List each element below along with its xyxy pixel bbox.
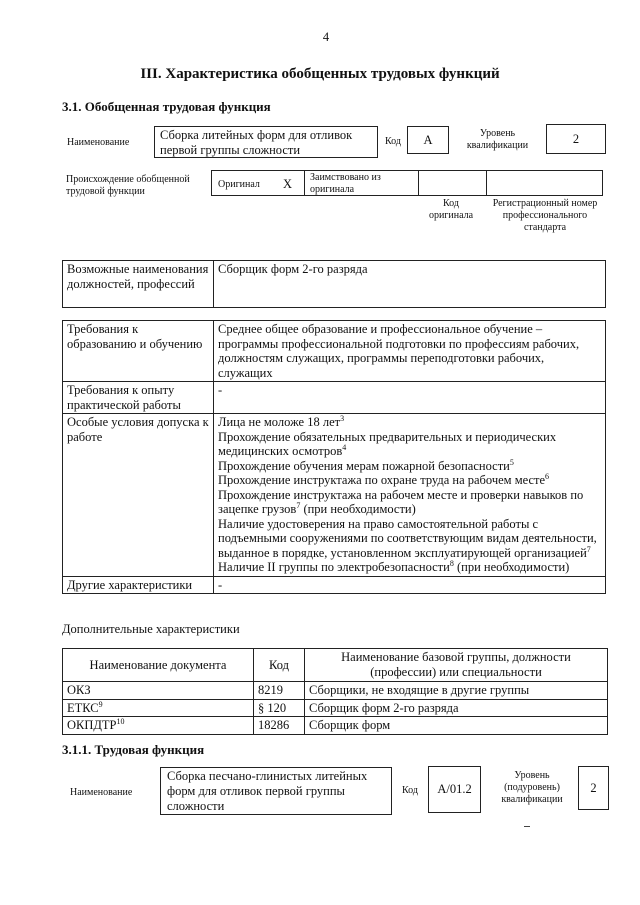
tf-level-label: Уровень (подуровень) квалификации [501, 770, 563, 805]
conditions-label: Особые условия допуска к работе [63, 414, 214, 577]
table-row [63, 682, 608, 700]
experience-value: - [214, 382, 606, 414]
other-label: Другие характеристики [63, 576, 214, 594]
row-doc: ОКПДТР$^{10}$ [63, 717, 254, 735]
other-value: - [214, 576, 606, 594]
condition-item: Прохождение обучения мерам пожарной безопасности$^5$ [218, 457, 514, 473]
origin-table [211, 170, 603, 196]
section-title: III. Характеристика обобщенных трудовых функций [140, 66, 500, 82]
col-doc-header: Наименование документа [63, 649, 254, 682]
additional-table [62, 648, 608, 735]
gtf-name-label: Наименование [67, 137, 130, 148]
borrowed-label: Заимствовано из оригинала [310, 172, 381, 195]
row-doc: ЕТКС$^9$ [63, 699, 254, 717]
origin-divider [418, 171, 419, 195]
positions-table [62, 260, 606, 308]
tf-heading: 3.1.1. Трудовая функция [62, 742, 205, 757]
row-name: Сборщик форм 2-го разряда [305, 699, 608, 717]
positions-value: Сборщик форм 2-го разряда [214, 261, 606, 308]
gtf-level-value: 2 [546, 124, 606, 154]
condition-item: Прохождение обязательных предварительных и периодических медицинских осмотров$^4$ [218, 429, 557, 458]
tf-name-value: Сборка песчано-глинистых литейных форм для отливок первой группы сложности [160, 767, 392, 815]
condition-item: Наличие удостоверения на право самостоятельной работы с подъемными сооружениями по соответствующим видам деятельности, выданное в порядке, установленном эксплуатирующей организацией$^7$ [218, 516, 597, 560]
original-label: Оригинал [218, 179, 260, 190]
tf-level-value: 2 [578, 766, 609, 810]
origin-divider [486, 171, 487, 195]
additional-heading: Дополнительные характеристики [62, 622, 240, 636]
row-code: 18286 [254, 717, 305, 735]
condition-item: Лица не моложе 18 лет$^3$ [218, 413, 345, 429]
requirements-table [62, 320, 606, 594]
condition-item: Наличие II группы по электробезопасности$^8$ (при необходимости) [218, 558, 570, 574]
row-code: 8219 [254, 682, 305, 700]
gtf-code-label: Код [385, 136, 401, 147]
col-code-header: Код [254, 649, 305, 682]
page-number: 4 [322, 30, 330, 44]
row-name: Сборщик форм [305, 717, 608, 735]
condition-item: Прохождение инструктажа по охране труда на рабочем месте$^6$ [218, 471, 550, 487]
table-row [63, 699, 608, 717]
scan-mark [524, 826, 530, 827]
tf-code-label: Код [402, 785, 418, 796]
education-value: Среднее общее образование и профессиональное обучение – программы профессиональной подготовки по профессиям рабочих, должностям служащих, программы переподготовки рабочих, служащих [214, 321, 606, 382]
gtf-name-value: Сборка литейных форм для отливок первой группы сложности [154, 126, 378, 158]
gtf-origin-label: Происхождение обобщенной трудовой функции [66, 174, 190, 197]
tf-code-value: А/01.2 [428, 766, 481, 813]
experience-label: Требования к опыту практической работы [63, 382, 214, 414]
original-mark: X [283, 177, 293, 191]
reg-number-caption: Регистрационный номер профессионального стандарта [492, 198, 598, 233]
conditions-list [214, 414, 606, 577]
education-label: Требования к образованию и обучению [63, 321, 214, 382]
row-name: Сборщики, не входящие в другие группы [305, 682, 608, 700]
row-doc: ОКЗ [63, 682, 254, 700]
gtf-level-label: Уровень квалификации [466, 128, 529, 151]
origin-divider [304, 171, 305, 195]
row-code: § 120 [254, 699, 305, 717]
gtf-code-value: А [407, 126, 449, 154]
positions-label: Возможные наименования должностей, профессий [63, 261, 214, 308]
col-name-header: Наименование базовой группы, должности (профессии) или специальности [305, 649, 608, 682]
tf-name-label: Наименование [70, 787, 133, 798]
code-original-caption: Код оригинала [428, 198, 474, 221]
gtf-heading: 3.1. Обобщенная трудовая функция [62, 99, 271, 114]
condition-item: Прохождение инструктажа на рабочем месте и проверки навыков по зацепке грузов$^7$ (при необходимости) [218, 487, 584, 516]
table-row [63, 717, 608, 735]
